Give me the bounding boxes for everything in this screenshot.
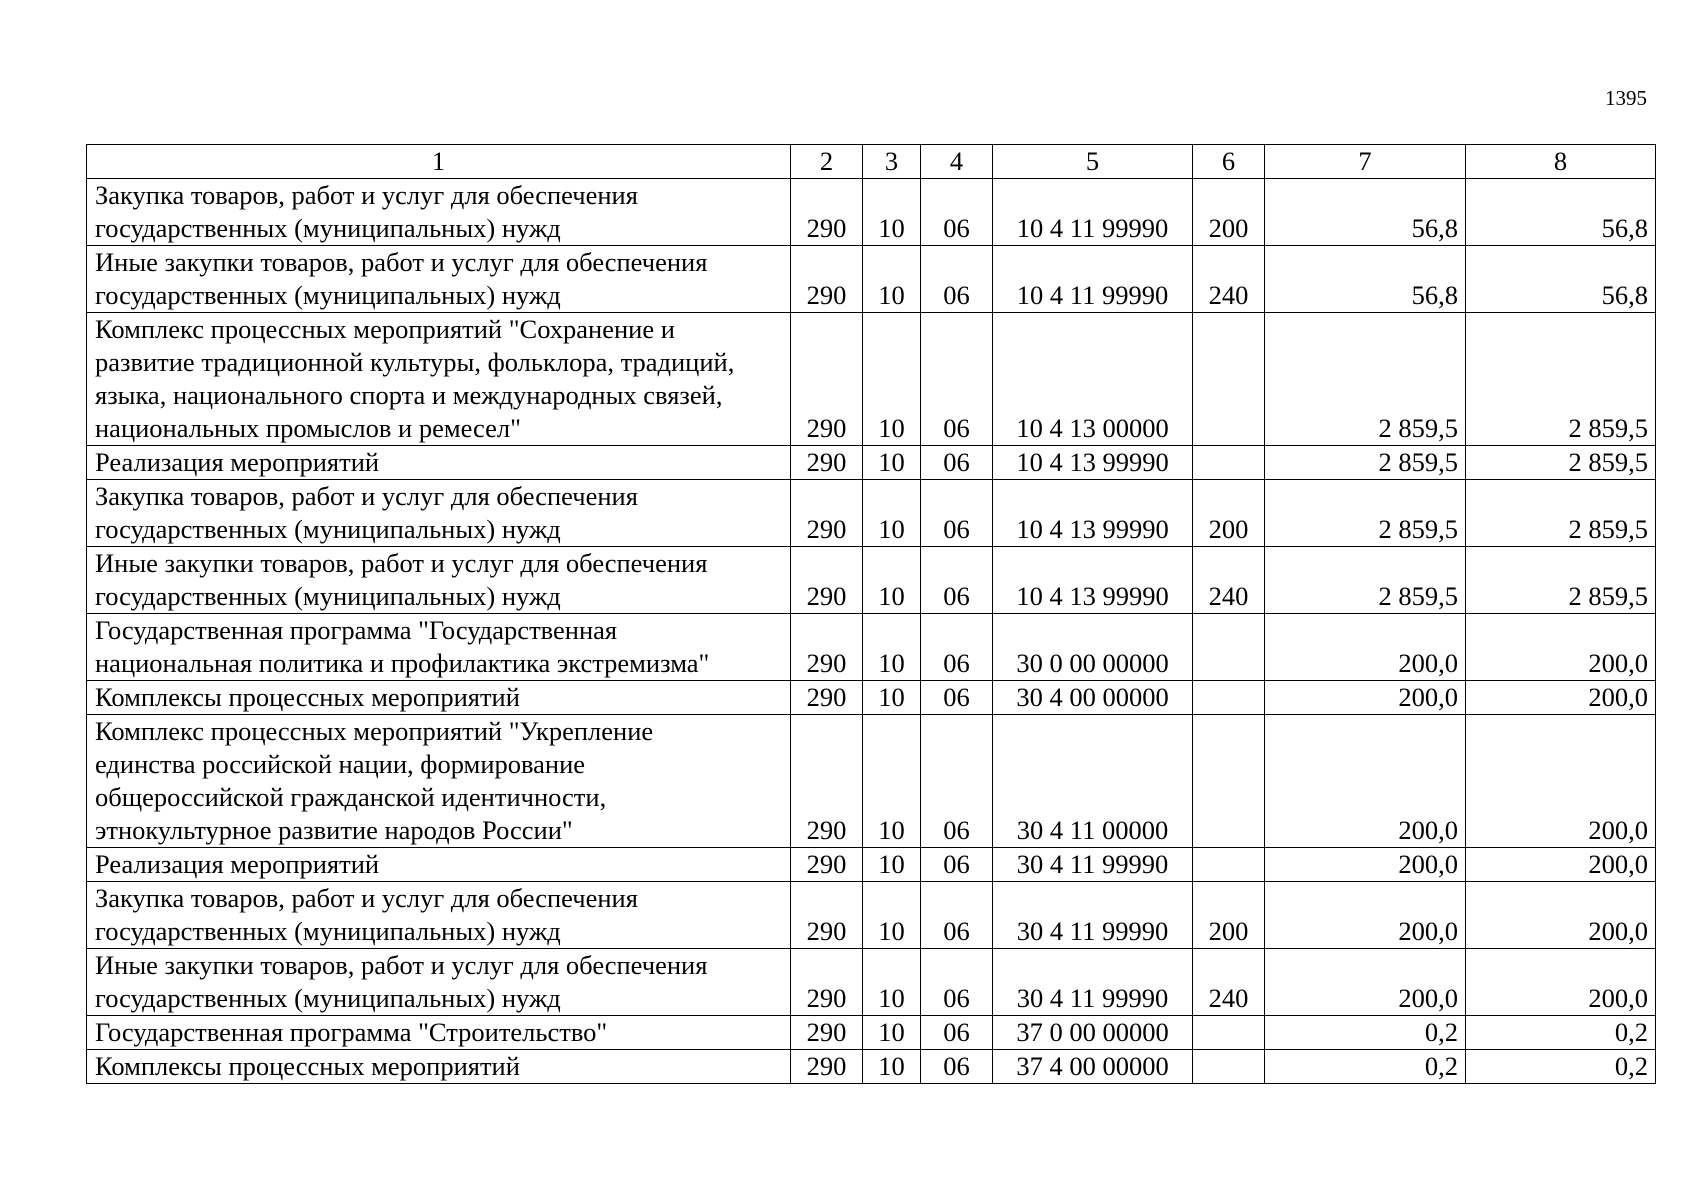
ministry-code-cell: 290	[791, 547, 863, 614]
subsection-code-cell: 06	[921, 1016, 993, 1050]
subsection-code-cell: 06	[921, 614, 993, 681]
expense-type-cell	[1193, 1016, 1265, 1050]
table-row	[87, 882, 1656, 949]
header-cell-6: 6	[1193, 145, 1265, 179]
expense-type-cell	[1193, 715, 1265, 848]
table-header-row	[87, 145, 1656, 179]
section-code-cell: 10	[863, 848, 921, 882]
amount-2-cell: 56,8	[1466, 179, 1656, 246]
expense-type-cell	[1193, 681, 1265, 715]
row-name-cell: Комплексы процессных мероприятий	[87, 1050, 791, 1084]
header-cell-7: 7	[1265, 145, 1466, 179]
subsection-code-cell: 06	[921, 547, 993, 614]
amount-2-cell: 56,8	[1466, 246, 1656, 313]
header-cell-3: 3	[863, 145, 921, 179]
ministry-code-cell: 290	[791, 882, 863, 949]
table-row	[87, 614, 1656, 681]
ministry-code-cell: 290	[791, 313, 863, 446]
subsection-code-cell: 06	[921, 446, 993, 480]
amount-1-cell: 2 859,5	[1265, 547, 1466, 614]
section-code-cell: 10	[863, 1016, 921, 1050]
amount-1-cell: 2 859,5	[1265, 446, 1466, 480]
section-code-cell: 10	[863, 480, 921, 547]
expense-type-cell	[1193, 1050, 1265, 1084]
subsection-code-cell: 06	[921, 313, 993, 446]
table-row	[87, 1050, 1656, 1084]
subsection-code-cell: 06	[921, 882, 993, 949]
expense-type-cell: 200	[1193, 179, 1265, 246]
table-row	[87, 681, 1656, 715]
header-cell-8: 8	[1466, 145, 1656, 179]
section-code-cell: 10	[863, 882, 921, 949]
subsection-code-cell: 06	[921, 179, 993, 246]
row-name-cell: Комплекс процессных мероприятий "Укрепление единства российской нации, формирование общероссийской гражданской идентичности, этнокультурное развитие народов России"	[87, 715, 791, 848]
section-code-cell: 10	[863, 547, 921, 614]
row-name-cell: Реализация мероприятий	[87, 848, 791, 882]
ministry-code-cell: 290	[791, 614, 863, 681]
ministry-code-cell: 290	[791, 446, 863, 480]
page-number: 1395	[1605, 86, 1647, 110]
subsection-code-cell: 06	[921, 949, 993, 1016]
expense-type-cell: 200	[1193, 882, 1265, 949]
amount-1-cell: 200,0	[1265, 614, 1466, 681]
header-cell-1: 1	[87, 145, 791, 179]
subsection-code-cell: 06	[921, 848, 993, 882]
amount-1-cell: 2 859,5	[1265, 480, 1466, 547]
target-article-cell: 37 0 00 00000	[993, 1016, 1193, 1050]
amount-2-cell: 200,0	[1466, 848, 1656, 882]
target-article-cell: 10 4 13 99990	[993, 446, 1193, 480]
target-article-cell: 37 4 00 00000	[993, 1050, 1193, 1084]
row-name-cell: Закупка товаров, работ и услуг для обеспечения государственных (муниципальных) нужд	[87, 480, 791, 547]
header-cell-5: 5	[993, 145, 1193, 179]
amount-2-cell: 200,0	[1466, 681, 1656, 715]
section-code-cell: 10	[863, 614, 921, 681]
amount-1-cell: 200,0	[1265, 949, 1466, 1016]
expense-type-cell: 240	[1193, 547, 1265, 614]
amount-1-cell: 0,2	[1265, 1016, 1466, 1050]
budget-table-body	[87, 145, 1656, 1084]
table-row	[87, 480, 1656, 547]
table-row	[87, 246, 1656, 313]
ministry-code-cell: 290	[791, 848, 863, 882]
amount-2-cell: 200,0	[1466, 949, 1656, 1016]
amount-1-cell: 200,0	[1265, 882, 1466, 949]
expense-type-cell	[1193, 848, 1265, 882]
header-cell-4: 4	[921, 145, 993, 179]
target-article-cell: 30 4 00 00000	[993, 681, 1193, 715]
amount-2-cell: 0,2	[1466, 1016, 1656, 1050]
table-row	[87, 1016, 1656, 1050]
expense-type-cell: 200	[1193, 480, 1265, 547]
header-cell-2: 2	[791, 145, 863, 179]
subsection-code-cell: 06	[921, 1050, 993, 1084]
amount-1-cell: 0,2	[1265, 1050, 1466, 1084]
section-code-cell: 10	[863, 179, 921, 246]
table-row	[87, 547, 1656, 614]
ministry-code-cell: 290	[791, 480, 863, 547]
amount-1-cell: 2 859,5	[1265, 313, 1466, 446]
section-code-cell: 10	[863, 313, 921, 446]
row-name-cell: Иные закупки товаров, работ и услуг для обеспечения государственных (муниципальных) нужд	[87, 246, 791, 313]
section-code-cell: 10	[863, 715, 921, 848]
amount-1-cell: 200,0	[1265, 715, 1466, 848]
amount-2-cell: 2 859,5	[1466, 480, 1656, 547]
row-name-cell: Иные закупки товаров, работ и услуг для обеспечения государственных (муниципальных) нужд	[87, 949, 791, 1016]
target-article-cell: 10 4 11 99990	[993, 179, 1193, 246]
expense-type-cell: 240	[1193, 246, 1265, 313]
amount-1-cell: 56,8	[1265, 179, 1466, 246]
ministry-code-cell: 290	[791, 949, 863, 1016]
row-name-cell: Иные закупки товаров, работ и услуг для обеспечения государственных (муниципальных) нужд	[87, 547, 791, 614]
row-name-cell: Реализация мероприятий	[87, 446, 791, 480]
ministry-code-cell: 290	[791, 1016, 863, 1050]
table-row	[87, 949, 1656, 1016]
row-name-cell: Закупка товаров, работ и услуг для обеспечения государственных (муниципальных) нужд	[87, 179, 791, 246]
ministry-code-cell: 290	[791, 681, 863, 715]
ministry-code-cell: 290	[791, 246, 863, 313]
section-code-cell: 10	[863, 1050, 921, 1084]
amount-2-cell: 0,2	[1466, 1050, 1656, 1084]
target-article-cell: 30 4 11 99990	[993, 848, 1193, 882]
amount-2-cell: 200,0	[1466, 882, 1656, 949]
expense-type-cell	[1193, 313, 1265, 446]
subsection-code-cell: 06	[921, 715, 993, 848]
subsection-code-cell: 06	[921, 480, 993, 547]
expense-type-cell	[1193, 614, 1265, 681]
table-row	[87, 715, 1656, 848]
target-article-cell: 10 4 11 99990	[993, 246, 1193, 313]
row-name-cell: Государственная программа "Государственная национальная политика и профилактика экстремизма"	[87, 614, 791, 681]
amount-1-cell: 200,0	[1265, 848, 1466, 882]
row-name-cell: Государственная программа "Строительство"	[87, 1016, 791, 1050]
target-article-cell: 10 4 13 00000	[993, 313, 1193, 446]
section-code-cell: 10	[863, 681, 921, 715]
amount-2-cell: 2 859,5	[1466, 547, 1656, 614]
table-row	[87, 313, 1656, 446]
ministry-code-cell: 290	[791, 715, 863, 848]
target-article-cell: 30 4 11 00000	[993, 715, 1193, 848]
target-article-cell: 30 0 00 00000	[993, 614, 1193, 681]
ministry-code-cell: 290	[791, 1050, 863, 1084]
target-article-cell: 10 4 13 99990	[993, 547, 1193, 614]
amount-2-cell: 200,0	[1466, 614, 1656, 681]
amount-2-cell: 2 859,5	[1466, 446, 1656, 480]
subsection-code-cell: 06	[921, 246, 993, 313]
budget-table	[86, 144, 1656, 1084]
subsection-code-cell: 06	[921, 681, 993, 715]
target-article-cell: 30 4 11 99990	[993, 882, 1193, 949]
amount-1-cell: 56,8	[1265, 246, 1466, 313]
table-row	[87, 848, 1656, 882]
expense-type-cell: 240	[1193, 949, 1265, 1016]
target-article-cell: 30 4 11 99990	[993, 949, 1193, 1016]
row-name-cell: Комплексы процессных мероприятий	[87, 681, 791, 715]
section-code-cell: 10	[863, 446, 921, 480]
amount-1-cell: 200,0	[1265, 681, 1466, 715]
amount-2-cell: 200,0	[1466, 715, 1656, 848]
amount-2-cell: 2 859,5	[1466, 313, 1656, 446]
table-row	[87, 179, 1656, 246]
target-article-cell: 10 4 13 99990	[993, 480, 1193, 547]
row-name-cell: Закупка товаров, работ и услуг для обеспечения государственных (муниципальных) нужд	[87, 882, 791, 949]
section-code-cell: 10	[863, 246, 921, 313]
row-name-cell: Комплекс процессных мероприятий "Сохранение и развитие традиционной культуры, фольклора, традиций, языка, национального спорта и международных связей, национальных промыслов и ремесел"	[87, 313, 791, 446]
ministry-code-cell: 290	[791, 179, 863, 246]
table-row	[87, 446, 1656, 480]
expense-type-cell	[1193, 446, 1265, 480]
section-code-cell: 10	[863, 949, 921, 1016]
